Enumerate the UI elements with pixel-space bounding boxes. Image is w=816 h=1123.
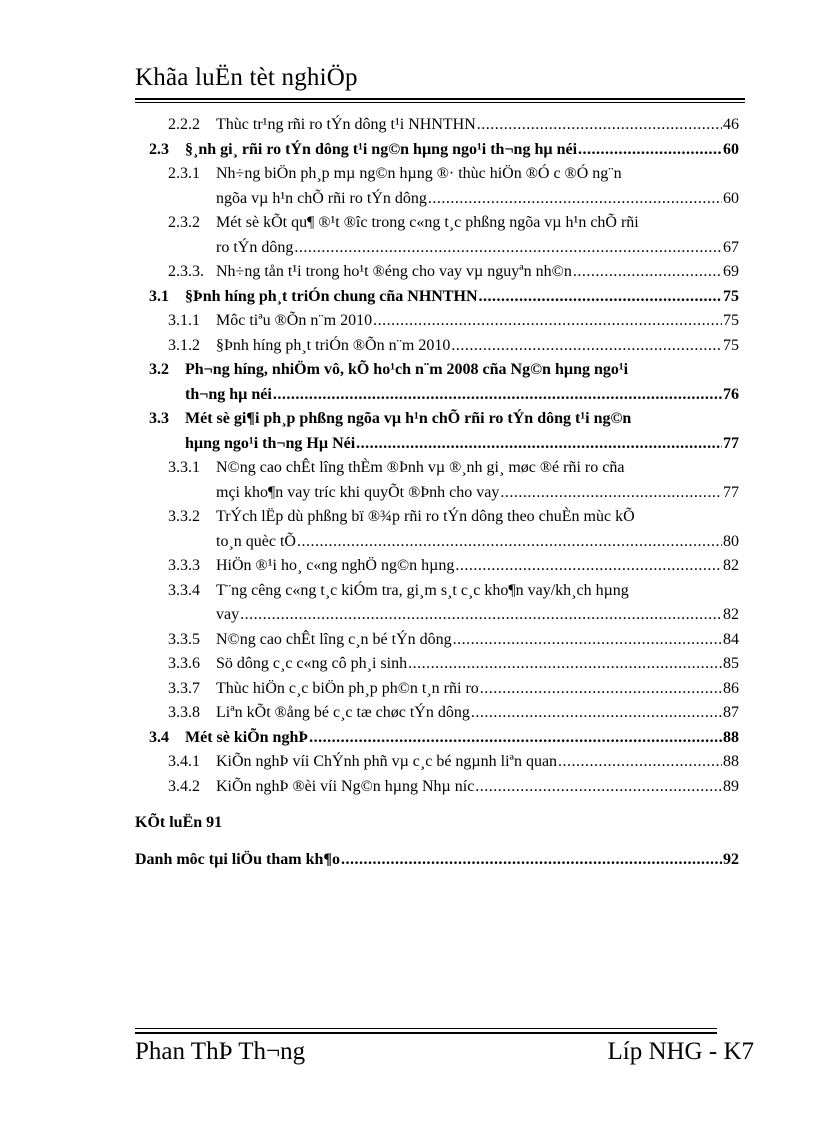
toc-entry-number: 3.4.2 — [168, 777, 200, 795]
toc-entry[interactable] — [135, 726, 739, 751]
toc-leader — [356, 432, 722, 457]
toc-entry[interactable] — [135, 162, 739, 211]
toc-entry-text: ro tÝn dông — [216, 238, 294, 256]
toc-entry-text: TrÝch lËp dù phßng bï ®¾p rñi ro tÝn dông theo chuÈn mùc kÕ — [216, 508, 635, 525]
toc-entry-text: Nh÷ng biÖn ph¸p mµ ng©n hµng ®· thùc hiÖn ®Ó c ®Ó ng¨n — [216, 165, 622, 182]
footer-author: Phan ThÞ Th¬ng — [135, 1038, 306, 1065]
toc-entry-text: §¸nh gi¸ rñi ro tÝn dông t¹i ng©n hµng ngo¹i th¬ng hµ néi — [185, 140, 578, 158]
toc-references-label: Danh môc tµi liÖu tham kh¶o — [135, 850, 340, 868]
toc-entry-page: 88 — [723, 753, 739, 770]
toc-entry-text: Môc tiªu ®Õn n¨m 2010 — [216, 312, 373, 329]
toc-entry-page: 75 — [723, 336, 739, 354]
toc-entry[interactable] — [135, 334, 739, 359]
toc-leader — [309, 726, 722, 751]
toc-entry-number: 3.3.3 — [168, 557, 200, 574]
toc-entry-number: 3.1.2 — [168, 336, 200, 354]
toc-entry[interactable] — [135, 407, 739, 456]
toc-entry-number: 3.3.4 — [168, 581, 200, 599]
toc-entry-text: KiÕn nghÞ ®èi víi Ng©n hµng Nhµ níc — [216, 777, 475, 795]
toc-entry[interactable] — [135, 554, 739, 579]
toc-entry-text: Mét sè kÕt qu¶ ®¹t ®îc trong c«ng t¸c phßng ngõa vµ h¹n chÕ rñi — [216, 214, 639, 231]
toc-leader — [341, 848, 722, 873]
toc-entry-page: 84 — [723, 630, 739, 648]
toc-entry-number: 3.2 — [149, 361, 169, 378]
toc-entry-number: 3.4.1 — [168, 753, 200, 770]
toc-entry-number: 3.3.5 — [168, 630, 200, 648]
toc-entry-text: T¨ng cêng c«ng t¸c kiÓm tra, gi¸m s¸t c¸c kho¶n vay/kh¸ch hµng — [216, 581, 629, 599]
toc-entry[interactable] — [135, 358, 739, 407]
toc-entry-page: 77 — [723, 483, 739, 501]
toc-entry-page: 87 — [723, 704, 739, 721]
toc-entry-number: 3.3.8 — [168, 704, 200, 721]
toc-entry-text: ngõa vµ h¹n chÕ rñi ro tÝn dông — [216, 189, 427, 207]
toc-entry-number: 3.3.2 — [168, 508, 200, 525]
toc-entry-text: Liªn kÕt ®ång bé c¸c tæ chøc tÝn dông — [216, 704, 470, 721]
toc-entry-text: HiÖn ®¹i ho¸ c«ng nghÖ ng©n hµng — [216, 557, 455, 574]
toc-leader — [480, 677, 722, 702]
toc-conclusion[interactable] — [135, 811, 739, 836]
toc-entry-number: 3.4 — [149, 728, 169, 746]
toc-entry-text: KiÕn nghÞ víi ChÝnh phñ vµ c¸c bé ngµnh liªn quan — [216, 753, 558, 770]
header-rule-thin — [135, 102, 745, 103]
toc-entry[interactable] — [135, 285, 739, 310]
toc-entry-text: th¬ng hµ néi — [185, 385, 272, 403]
toc-entry-page: 88 — [723, 728, 739, 746]
toc-entry-page: 80 — [723, 532, 739, 550]
toc-entry-text: Sö dông c¸c c«ng cô ph¸i sinh — [216, 655, 408, 672]
toc-entry-text: Thùc tr¹ng rñi ro tÝn dông t¹i NHNTHN — [216, 116, 476, 133]
toc-entry-page: 85 — [723, 655, 739, 672]
toc-entry-text: Mét sè kiÕn nghÞ — [185, 728, 309, 746]
toc-leader — [294, 236, 722, 261]
toc-leader — [477, 113, 722, 138]
toc-entry[interactable] — [135, 456, 739, 505]
toc-entry[interactable] — [135, 138, 739, 163]
toc-entry-number: 2.3.1 — [168, 165, 200, 182]
toc-leader — [573, 260, 722, 285]
toc-leader — [558, 750, 722, 775]
table-of-contents — [135, 113, 739, 872]
toc-entry-text: Nh÷ng tån t¹i trong ho¹t ®éng cho vay vµ nguyªn nh©n — [216, 263, 572, 280]
toc-entry-page: 60 — [723, 140, 739, 158]
toc-entry-number: 2.3.3. — [168, 263, 204, 280]
toc-entry-number: 3.3.7 — [168, 679, 200, 697]
toc-entry[interactable] — [135, 775, 739, 800]
toc-leader — [428, 187, 722, 212]
footer-rule-thick — [135, 1032, 717, 1034]
toc-entry-text: N©ng cao chÊt lîng c¸n bé tÝn dông — [216, 630, 452, 648]
toc-entry-number: 3.1.1 — [168, 312, 200, 329]
toc-entry-page: 76 — [723, 385, 739, 403]
toc-entry-text: Ph¬ng híng, nhiÖm vô, kÕ ho¹ch n¨m 2008 cña Ng©n hµng ngo¹i — [185, 361, 629, 378]
toc-entry-number: 2.3 — [149, 140, 169, 158]
toc-entry-page: 46 — [723, 116, 739, 133]
toc-entry[interactable] — [135, 309, 739, 334]
toc-leader — [240, 603, 722, 628]
toc-entry-page: 89 — [723, 777, 739, 795]
toc-entry-page: 77 — [723, 434, 739, 452]
toc-leader — [451, 334, 722, 359]
toc-entry-number: 3.3.1 — [168, 459, 200, 476]
toc-entry[interactable] — [135, 579, 739, 628]
toc-entry-text: §Þnh híng ph¸t triÓn chung cña NHNTHN — [185, 287, 478, 305]
toc-entry[interactable] — [135, 211, 739, 260]
toc-entry[interactable] — [135, 677, 739, 702]
header-title: Khãa luËn tèt nghiÖp — [135, 64, 358, 91]
footer-rule-thin — [135, 1028, 717, 1029]
toc-entry[interactable] — [135, 628, 739, 653]
toc-references-page: 92 — [723, 850, 739, 868]
toc-entry-text: mçi kho¶n vay tríc khi quyÕt ®Þnh cho vay — [216, 483, 500, 501]
toc-leader — [297, 530, 722, 555]
toc-leader — [373, 309, 722, 334]
toc-leader — [273, 383, 722, 408]
toc-entry-page: 75 — [723, 312, 739, 329]
toc-entry-text: Mét sè gi¶i ph¸p phßng ngõa vµ h¹n chÕ rñi ro tÝn dông t¹i ng©n — [185, 410, 632, 427]
toc-entry-page: 60 — [723, 189, 739, 207]
toc-entry[interactable] — [135, 701, 739, 726]
toc-entry-text: N©ng cao chÊt lîng thÈm ®Þnh vµ ®¸nh gi¸ møc ®é rñi ro cña — [216, 459, 625, 476]
toc-entry-text: Thùc hiÖn c¸c biÖn ph¸p ph©n t¸n rñi ro — [216, 679, 479, 697]
toc-leader — [408, 652, 722, 677]
toc-entry[interactable] — [135, 113, 739, 138]
toc-entry-text: vay — [216, 606, 240, 623]
toc-leader — [453, 628, 722, 653]
toc-entry[interactable] — [135, 505, 739, 554]
toc-leader — [500, 481, 722, 506]
toc-entry-page: 82 — [723, 606, 739, 623]
toc-leader — [479, 285, 722, 310]
toc-entry-number: 3.1 — [149, 287, 169, 305]
toc-leader — [471, 701, 722, 726]
toc-leader — [578, 138, 722, 163]
toc-entry[interactable] — [135, 750, 739, 775]
toc-references[interactable] — [135, 848, 739, 873]
toc-leader — [475, 775, 722, 800]
toc-entry[interactable] — [135, 652, 739, 677]
footer-class: Líp NHG - K7 — [607, 1038, 754, 1065]
toc-entry-page: 82 — [723, 557, 739, 574]
toc-conclusion-label: KÕt luËn 91 — [135, 814, 223, 831]
toc-entry-text: §Þnh híng ph¸t triÓn ®Õn n¨m 2010 — [216, 336, 451, 354]
toc-entry-number: 3.3.6 — [168, 655, 200, 672]
toc-entry-text: hµng ngo¹i th¬ng Hµ Néi — [185, 434, 356, 452]
toc-entry-page: 67 — [723, 238, 739, 256]
toc-entry-number: 2.2.2 — [168, 116, 200, 133]
toc-entry-text: to¸n quèc tÕ — [216, 532, 296, 550]
toc-entry-number: 2.3.2 — [168, 214, 200, 231]
toc-entry-page: 69 — [723, 263, 739, 280]
header-rule-thick — [135, 98, 745, 100]
toc-entry-page: 86 — [723, 679, 739, 697]
toc-entry[interactable] — [135, 260, 739, 285]
toc-leader — [455, 554, 722, 579]
toc-entry-page: 75 — [723, 287, 739, 305]
toc-entry-number: 3.3 — [149, 410, 169, 427]
